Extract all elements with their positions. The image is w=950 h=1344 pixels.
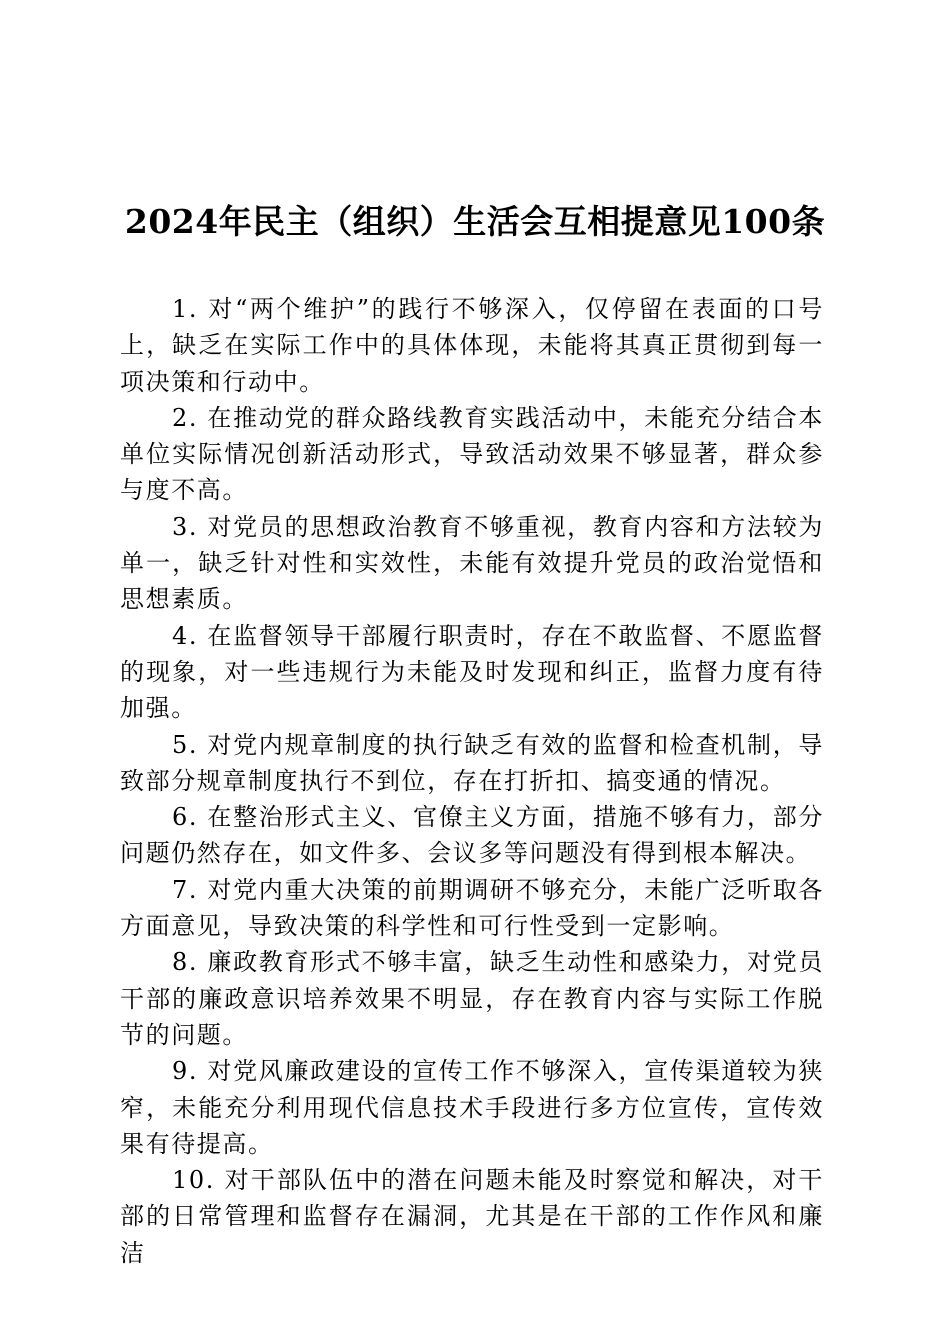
- paragraph-7: 7. 对党内重大决策的前期调研不够充分，未能广泛听取各方面意见，导致决策的科学性和可行性受到一定影响。: [120, 875, 824, 941]
- paragraph-8: 8. 廉政教育形式不够丰富，缺乏生动性和感染力，对党员干部的廉政意识培养效果不明显，存在教育内容与实际工作脱节的问题。: [120, 948, 824, 1049]
- paragraph-2: 2. 在推动党的群众路线教育实践活动中，未能充分结合本单位实际情况创新活动形式，导致活动效果不够显著，群众参与度不高。: [120, 403, 824, 505]
- paragraph-9: 9. 对党风廉政建设的宣传工作不够深入，宣传渠道较为狭窄，未能充分利用现代信息技术手段进行多方位宣传，宣传效果有待提高。: [120, 1057, 824, 1158]
- paragraph-5: 5. 对党内规章制度的执行缺乏有效的监督和检查机制，导致部分规章制度执行不到位，存在打折扣、搞变通的情况。: [120, 730, 824, 795]
- document-body: [120, 291, 824, 1271]
- paragraph-4: 4. 在监督领导干部履行职责时，存在不敢监督、不愿监督的现象，对一些违规行为未能及时发现和纠正，监督力度有待加强。: [120, 621, 824, 723]
- document-title: 2024年民主（组织）生活会互相提意见100条: [124, 202, 826, 241]
- paragraph-10: 10. 对干部队伍中的潜在问题未能及时察觉和解决，对干部的日常管理和监督存在漏洞，尤其是在干部的工作作风和廉洁: [120, 1166, 824, 1267]
- paragraph-6: 6. 在整治形式主义、官僚主义方面，措施不够有力，部分问题仍然存在，如文件多、会议多等问题没有得到根本解决。: [120, 803, 824, 868]
- paragraph-1: 1. 对“两个维护”的践行不够深入，仅停留在表面的口号上，缺乏在实际工作中的具体体现，未能将其真正贯彻到每一项决策和行动中。: [120, 295, 824, 396]
- paragraph-3: 3. 对党员的思想政治教育不够重视，教育内容和方法较为单一，缺乏针对性和实效性，未能有效提升党员的政治觉悟和思想素质。: [120, 512, 824, 614]
